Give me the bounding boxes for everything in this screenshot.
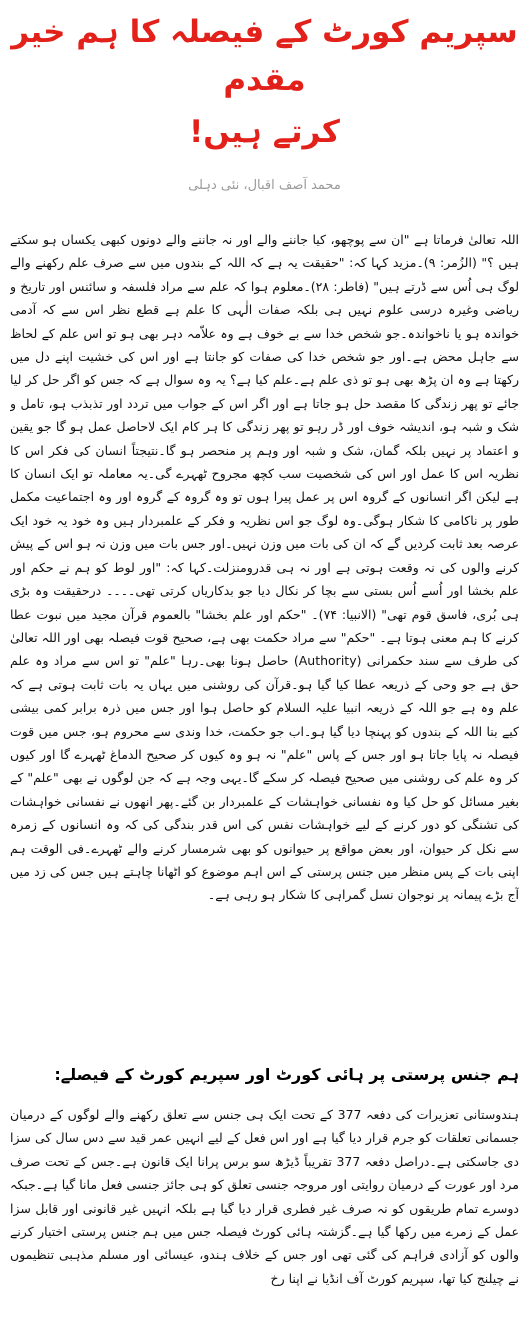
article-subheading: ہم جنس پرستی پر ہائی کورٹ اور سپریم کورٹ کے فیصلے: xyxy=(54,1064,519,1084)
article-title xyxy=(10,8,519,156)
article-page xyxy=(0,8,529,1286)
article-paragraph-1: اللہ تعالیٰ فرماتا ہے "ان سے پوچھو، کیا جاننے والے اور نہ جاننے والے دونوں کبھی یکساں ہو سکتے ہیں ؟" (الزُمر: ۹)۔مزید کہا کہ: "حقیقت یہ ہے کہ اللہ کے بندوں میں سے صرف علم رکھنے والے لوگ ہی اُس سے ڈرتے ہیں" (فاطر: ۲۸)۔معلوم ہوا کہ علم سے مراد فلسفہ و سائنس اور تاریخ و ریاضی وغیرہ درسی علوم نہیں ہی بلکہ صفات الٰہی کا علم ہے قطع نظر اس سے کہ آدمی خواندہ ہو یا ناخواندہ۔جو شخص خدا سے بے خوف ہے وہ علاّمہ دہر بھی ہو تو اس علم کے لحاظ سے جاہل محض ہے۔اور جو شخص خدا کی صفات کو جانتا ہے اور اس کی خشیت اپنے دل میں رکھتا ہے وہ ان پڑھ بھی ہو تو ذی علم ہے۔علم کیا ہے؟ یہ وہ سوال ہے کہ جس کو اگر حل کر لیا جائے تو پھر زندگی کا مقصد حل ہو جاتا ہے اور اگر اس کے جواب میں تردد اور تذبذب ہو، تامل و شک و شبہ ہو، اندیشہ خوف اور ڈر رہو تو پھر زندگی کا ہر کام ایک لاحاصل عمل ہو گا جو یقین و اعتماد پر نہیں بلکہ گمان، شک و شبہ اور وہم پر منحصر ہو گا۔نتیجتاً انسان کی فکر اس کا نظریہ اس کا عمل اور اس کی شخصیت سب کچھ مجروح ٹھہرے گی۔یہ معاملہ تو ایک انسان کا ہے لیکن اگر انسانوں کے گروہ اس پر عمل پیرا ہوں تو وہ گروہ کے گروہ اور وہ اجتماعیت مکمل طور پر ناکامی کا شکار ہوگی۔وہ لوگ جو اس نظریہ و فکر کے علمبردار ہیں وہ خود یہ خود ایک عرصہ بعد ثابت کردیں گے کہ ان کی بات میں وزن نہیں۔اور جس بات میں وزن نہ ہو اس کے پیش کرنے والوں کی نہ وقعت ہوتی ہے اور نہ ہی قدرومنزلت۔کہا کہ: "اور لوط کو ہم نے حکم اور علم بخشا اور اُسے اُس بستی سے بچا کر نکال دیا جو بدکاریاں کرتی تھی۔۔۔۔ درحقیقت وہ بڑی ہی بُری، فاسق قوم تھی" (الانبیا: ۷۴)۔ "حکم اور علم بخشا" بالعموم قرآن مجید میں نبوت عطا کرنے کا ہم معنی ہوتا ہے۔ "حکم" سے مراد حکمت بھی ہے، صحیح قوت فیصلہ بھی اور اللہ تعالیٰ کی طرف سے سند حکمرانی (Authority) حاصل ہونا بھی۔رہا "علم" تو اس سے مراد وہ علم حق ہے جو وحی کے ذریعہ عطا کیا گیا ہو۔قرآن کی روشنی میں یہاں یہ بات ثابت ہوتی ہے کہ علم وہ ہے جو اللہ کے ذریعہ انبیا علیہ السلام کو حاصل ہوا اور جس میں ذرہ برابر کمی بیشی کیے بنا اللہ کے بندوں کو پہنچا دیا گیا ہو۔اب جو حکمت، خدا وندی سے محروم ہو، جس میں قوت فیصلہ نہ پایا جاتا ہو اور جس کے پاس "علم" نہ ہو وہ کیوں کر صحیح الدماغ ٹھہرے گا اور کیوں کر وہ علم کی روشنی میں صحیح فیصلہ کر سکے گا۔یہی وجہ ہے کہ جن لوگوں نے بھی "علم" کے بغیر مسائل کو حل کیا وہ نفسانی خواہشات کے علمبردار بن گئے۔پھر انھوں نے نفسانی خواہشات کی تشنگی کو دور کرنے کے لیے خواہشات نفس کی اس قدر بندگی کی کہ وہ انسانوں کے زمرہ سے نکل کر حیوان، اور بعض مواقع پر حیوانوں کو بھی شرمسار کرنے والے ٹھہرے۔فی الوقت ہم اپنی بات کے پس منظر میں جنس پرستی کے اس اہم موضوع کو اٹھانا چاہتے ہیں جس کی زد میں آج بڑے پیمانہ پر نوجوان نسل گمراہی کا شکار ہو رہی ہے۔ xyxy=(10,232,519,903)
article-title-line1: سپریم کورٹ کے فیصلہ کا ہم خیر مقدم xyxy=(11,14,518,98)
article-title-line2: کرتے ہیں! xyxy=(189,114,340,150)
article-author: محمد آصف اقبال، نئی دہلی xyxy=(188,178,341,193)
article-paragraph-2: ہندوستانی تعزیرات کی دفعہ 377 کے تحت ایک ہی جنس سے تعلق رکھنے والے لوگوں کے درمیان جسمانی تعلقات کو جرم قرار دیا گیا ہے اور اس فعل کے لیے انہیں عمر قید سے دس سال کی سزا دی جاسکتی ہے۔دراصل دفعہ 377 تقریباً ڈیڑھ سو برس پرانا ایک قانون ہے۔جس کے تحت صرف مرد اور عورت کے درمیان روایتی اور مروجہ جنسی تعلق کو ہی جائز جنسی فعل مانا گیا ہے۔جبکہ دوسرے تمام طریقوں کو نہ صرف غیر فطری قرار دیا گیا ہے بلکہ انہیں غیر قانونی اور قابل سزا عمل کے زمرے میں رکھا گیا ہے۔گزشتہ ہائی کورٹ فیصلہ جس میں ہم جنس پرستی اختیار کرنے والوں کو آزادی فراہم کی گئی تھی اور جس کے خلاف ہندو، عیسائی اور مسلم مذہبی تنظیموں نے چیلنج کیا تھا، سپریم کورٹ آف انڈیا نے اپنا رخ xyxy=(10,1107,519,1286)
